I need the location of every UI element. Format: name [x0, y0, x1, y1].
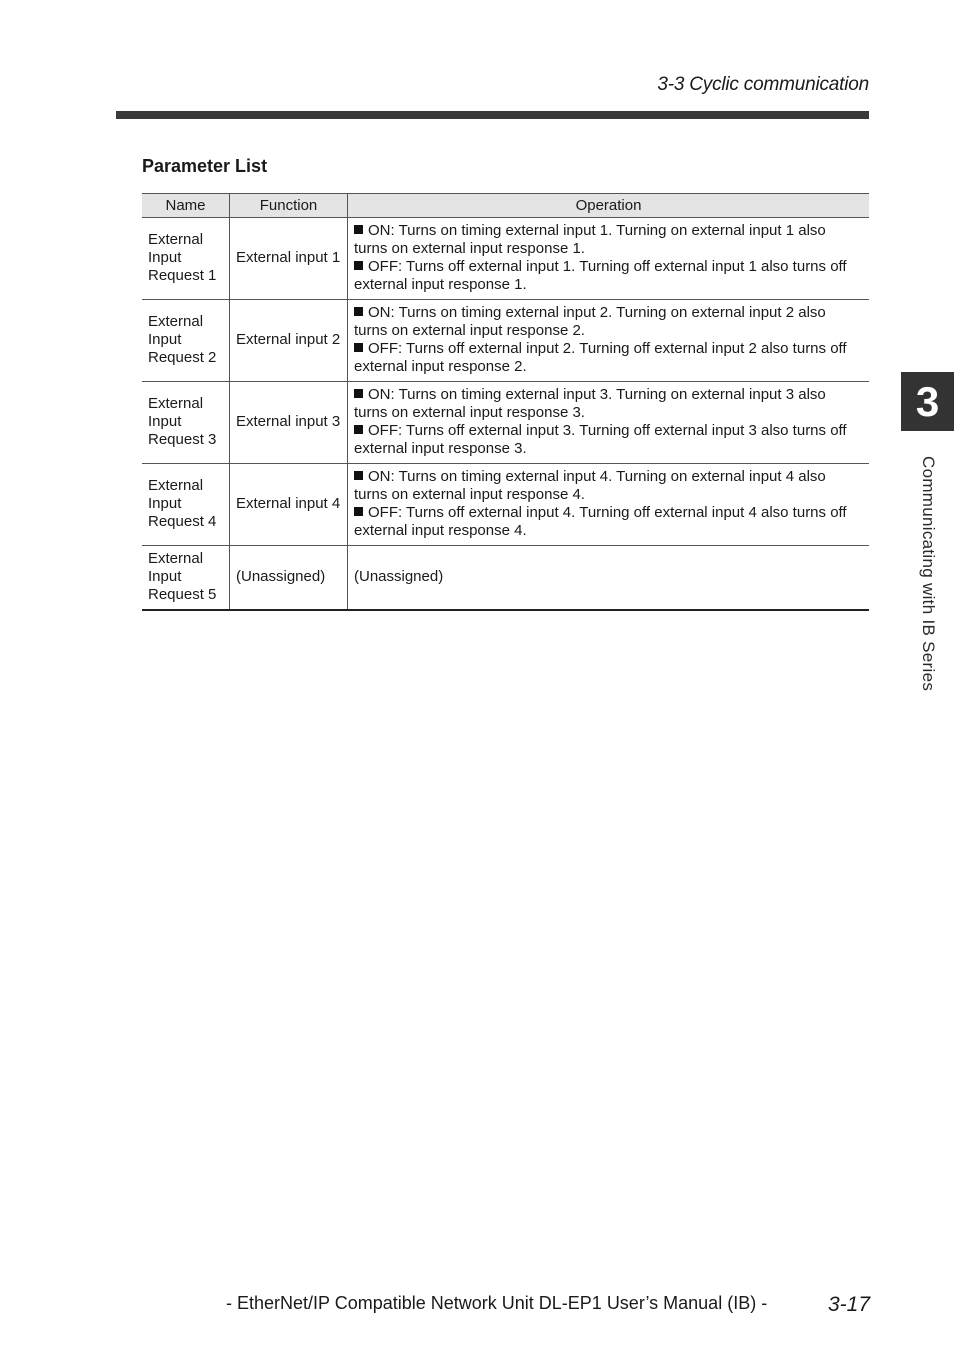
chapter-number-tab: 3	[901, 372, 954, 431]
name-line: Request 4	[148, 513, 217, 530]
table-row	[142, 300, 869, 382]
table-header-row	[142, 194, 869, 218]
page-number: 3-17	[827, 1293, 870, 1316]
column-header-function: Function	[230, 194, 348, 218]
square-bullet-icon	[354, 389, 363, 398]
operation-cell	[348, 464, 870, 546]
square-bullet-icon	[354, 471, 363, 480]
name-line: External	[148, 313, 204, 330]
name-line: Request 1	[148, 267, 217, 284]
name-cell	[142, 300, 230, 382]
function-cell: External input 4	[230, 464, 348, 546]
name-cell	[142, 546, 230, 611]
table-row	[142, 546, 869, 611]
square-bullet-icon	[354, 261, 363, 270]
off-description	[354, 504, 863, 540]
function-cell: External input 2	[230, 300, 348, 382]
off-text: OFF: Turns off external input 4. Turning off external input 4 also turns off external input response 4.	[354, 504, 847, 539]
column-header-operation: Operation	[348, 194, 870, 218]
footer-manual-title: - EtherNet/IP Compatible Network Unit DL-EP1 User’s Manual (IB) -	[226, 1293, 768, 1313]
square-bullet-icon	[354, 343, 363, 352]
square-bullet-icon	[354, 307, 363, 316]
name-line: External	[148, 550, 204, 567]
column-header-name: Name	[142, 194, 230, 218]
function-cell: (Unassigned)	[230, 546, 348, 611]
function-cell: External input 3	[230, 382, 348, 464]
off-text: OFF: Turns off external input 3. Turning off external input 3 also turns off external input response 3.	[354, 422, 847, 457]
on-description	[354, 468, 863, 504]
off-text: OFF: Turns off external input 2. Turning off external input 2 also turns off external input response 2.	[354, 340, 847, 375]
header-rule	[116, 111, 869, 119]
name-line: External	[148, 231, 204, 248]
name-line: External	[148, 477, 204, 494]
square-bullet-icon	[354, 507, 363, 516]
operation-cell	[348, 218, 870, 300]
on-description	[354, 386, 863, 422]
on-text: ON: Turns on timing external input 3. Turning on external input 3 also turns on external input response 3.	[354, 386, 826, 421]
name-line: Input	[148, 249, 182, 266]
name-line: Input	[148, 331, 182, 348]
chapter-label: Communicating with IB Series	[919, 456, 938, 692]
name-line: Request 5	[148, 586, 217, 603]
name-line: Input	[148, 495, 182, 512]
function-cell: External input 1	[230, 218, 348, 300]
name-line: Request 3	[148, 431, 217, 448]
name-line: Request 2	[148, 349, 217, 366]
on-text: ON: Turns on timing external input 1. Turning on external input 1 also turns on external input response 1.	[354, 222, 826, 257]
off-text: OFF: Turns off external input 1. Turning off external input 1 also turns off external input response 1.	[354, 258, 847, 293]
off-description	[354, 340, 863, 376]
table-row	[142, 218, 869, 300]
name-line: Input	[148, 568, 182, 585]
table-title: Parameter List	[142, 156, 268, 176]
on-description	[354, 222, 863, 258]
name-cell	[142, 382, 230, 464]
name-line: Input	[148, 413, 182, 430]
table-row	[142, 464, 869, 546]
off-description	[354, 258, 863, 294]
name-cell	[142, 464, 230, 546]
off-description	[354, 422, 863, 458]
parameter-table	[142, 193, 869, 611]
on-description	[354, 304, 863, 340]
name-cell	[142, 218, 230, 300]
on-text: ON: Turns on timing external input 2. Turning on external input 2 also turns on external input response 2.	[354, 304, 826, 339]
square-bullet-icon	[354, 425, 363, 434]
name-line: External	[148, 395, 204, 412]
table-row	[142, 382, 869, 464]
square-bullet-icon	[354, 225, 363, 234]
operation-cell	[348, 300, 870, 382]
section-header: 3-3 Cyclic communication	[657, 74, 869, 95]
operation-cell	[348, 382, 870, 464]
operation-cell: (Unassigned)	[348, 546, 870, 611]
on-text: ON: Turns on timing external input 4. Turning on external input 4 also turns on external input response 4.	[354, 468, 826, 503]
